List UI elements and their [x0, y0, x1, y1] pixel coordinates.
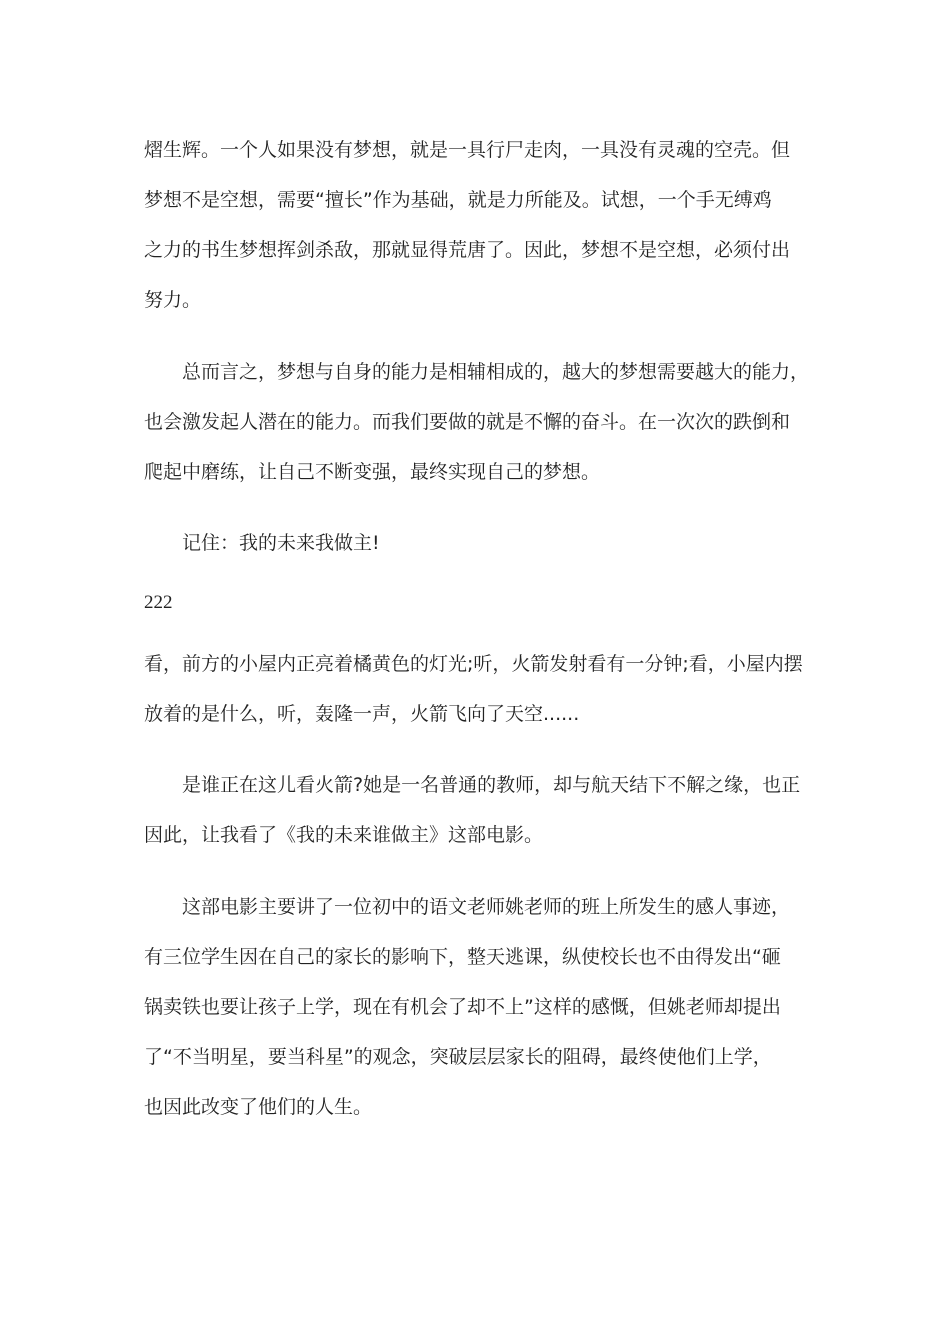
paragraph-line: 因此，让我看了《我的未来谁做主》这部电影。: [144, 824, 544, 846]
section-number: 222: [144, 592, 173, 613]
paragraph-line: 看，前方的小屋内正亮着橘黄色的灯光;听，火箭发射看有一分钟;看，小屋内摆: [144, 653, 803, 675]
paragraph-line: 有三位学生因在自己的家长的影响下，整天逃课，纵使校长也不由得发出“砸: [144, 946, 781, 968]
paragraph-line: 梦想不是空想，需要“擅长”作为基础，就是力所能及。试想，一个手无缚鸡: [144, 189, 772, 211]
paragraph-line: 也因此改变了他们的人生。: [144, 1096, 373, 1118]
paragraph-line: 努力。: [144, 289, 202, 311]
paragraph-line: 了“不当明星，要当科星”的观念，突破层层家长的阻碍，最终使他们上学，: [144, 1046, 772, 1068]
paragraph-line: 是谁正在这儿看火箭?她是一名普通的教师，却与航天结下不解之缘，也正: [182, 774, 801, 796]
paragraph-line: 记住：我的未来我做主!: [182, 532, 380, 554]
paragraph-line: 之力的书生梦想挥剑杀敌，那就显得荒唐了。因此，梦想不是空想，必须付出: [144, 239, 791, 261]
paragraph-line: 这部电影主要讲了一位初中的语文老师姚老师的班上所发生的感人事迹，: [182, 896, 791, 918]
paragraph-line: 锅卖铁也要让孩子上学，现在有机会了却不上”这样的感慨，但姚老师却提出: [144, 996, 781, 1018]
paragraph-line: 也会激发起人潜在的能力。而我们要做的就是不懈的奋斗。在一次次的跌倒和: [144, 411, 791, 433]
paragraph-line: 爬起中磨练，让自己不断变强，最终实现自己的梦想。: [144, 461, 601, 483]
paragraph-line: 总而言之，梦想与自身的能力是相辅相成的，越大的梦想需要越大的能力，: [182, 361, 810, 383]
paragraph-line: 放着的是什么，听，轰隆一声，火箭飞向了天空......: [144, 703, 580, 725]
paragraph-line: 熠生辉。一个人如果没有梦想，就是一具行尸走肉，一具没有灵魂的空壳。但: [144, 139, 791, 161]
